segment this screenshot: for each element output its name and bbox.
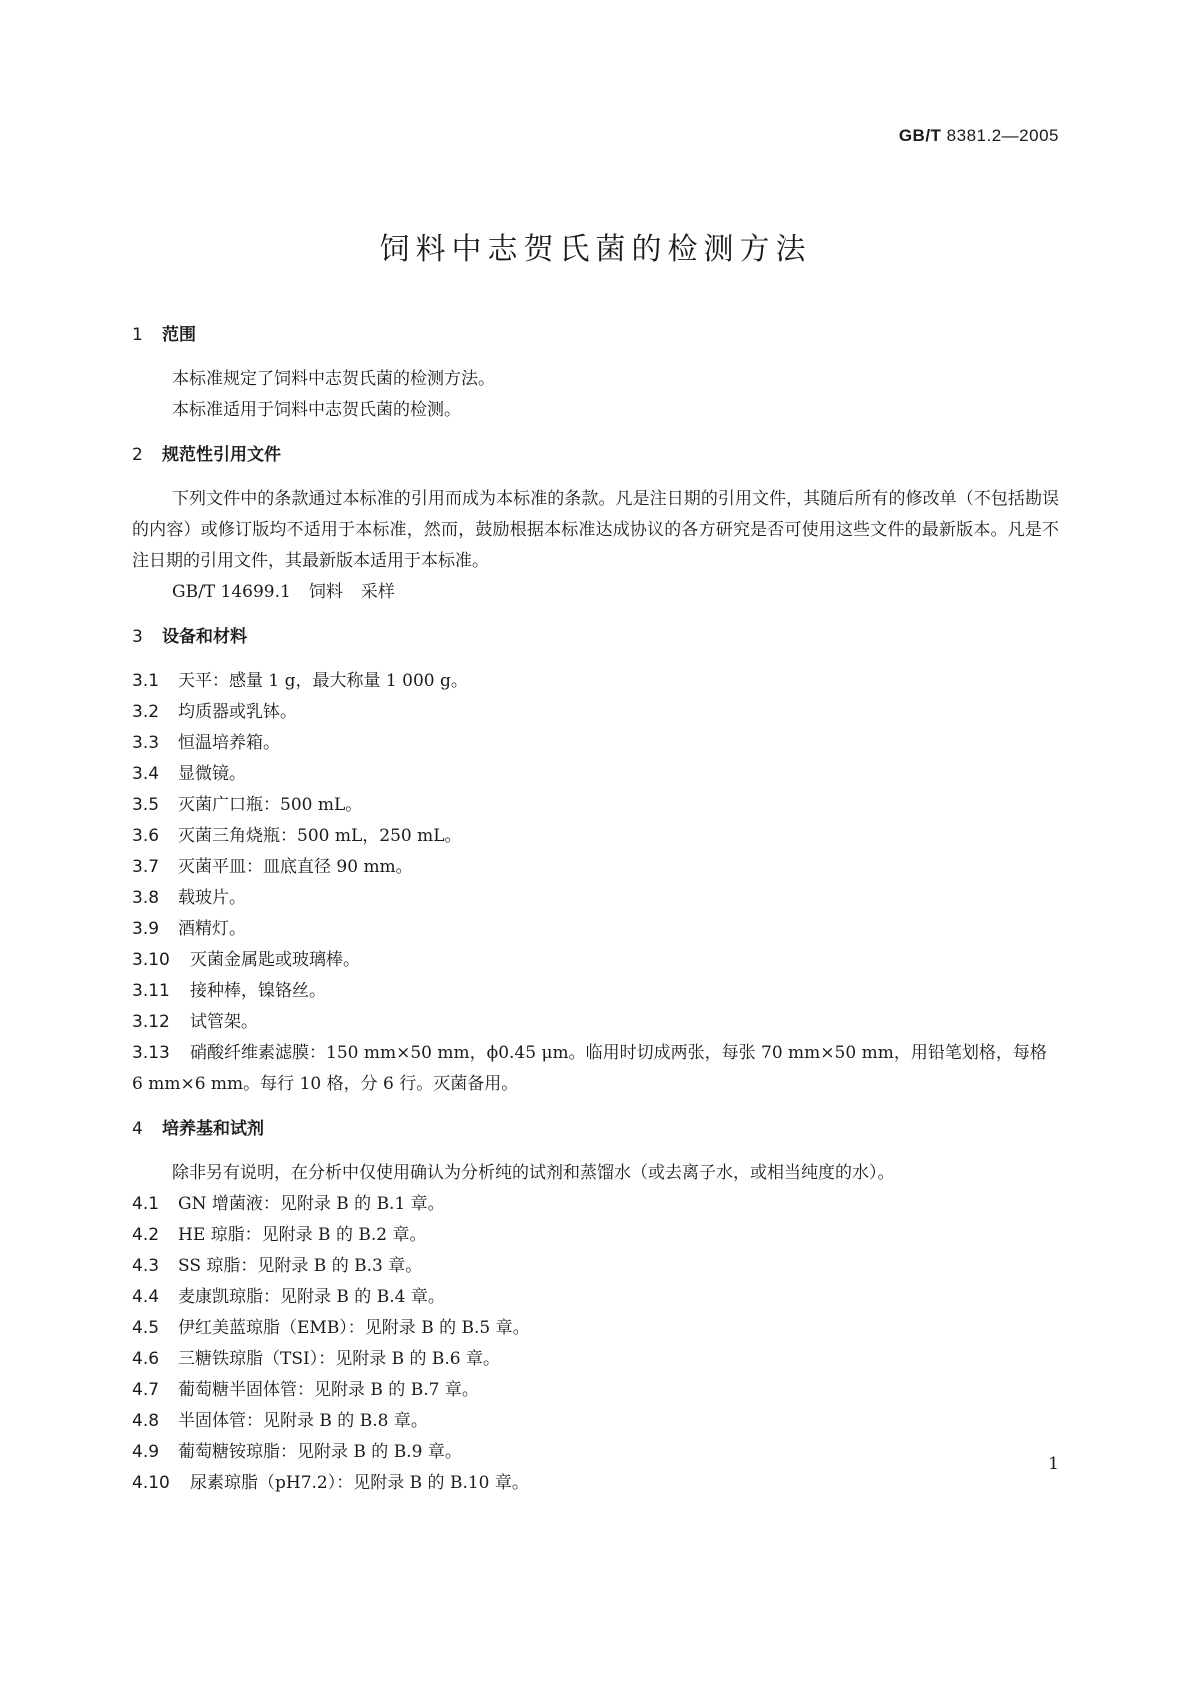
- list-item: [132, 666, 1059, 697]
- item-text: 接种棒，镍铬丝。: [190, 981, 326, 1001]
- list-item: [132, 1220, 1059, 1251]
- reference-title-a: 饲料: [308, 582, 343, 602]
- document-body: [132, 320, 1059, 1513]
- section-title: 范围: [162, 325, 196, 345]
- item-number: 3.7: [132, 857, 160, 877]
- item-number: 3.13: [132, 1043, 170, 1063]
- list-item: [132, 1375, 1059, 1406]
- list-item: [132, 759, 1059, 790]
- paragraph: 本标准规定了饲料中志贺氏菌的检测方法。: [172, 369, 495, 389]
- list-item: [132, 976, 1059, 1007]
- standard-code: [899, 126, 1059, 146]
- item-text: GN 增菌液：见附录 B 的 B.1 章。: [178, 1194, 445, 1214]
- section-1-heading: [132, 320, 1059, 350]
- item-number: 3.6: [132, 826, 160, 846]
- section-number: 3: [132, 627, 143, 647]
- paragraph: 除非另有说明，在分析中仅使用确认为分析纯的试剂和蒸馏水（或去离子水，或相当纯度的水）。: [172, 1163, 895, 1183]
- list-item: [132, 1313, 1059, 1344]
- item-number: 3.12: [132, 1012, 170, 1032]
- page-number: 1: [1048, 1454, 1059, 1474]
- reference-title-b: 采样: [360, 582, 395, 602]
- list-item: [132, 821, 1059, 852]
- item-text: 灭菌三角烧瓶：500 mL，250 mL。: [178, 826, 462, 846]
- section-2-heading: [132, 440, 1059, 470]
- list-item: [132, 914, 1059, 945]
- document-title: 饲料中志贺氏菌的检测方法: [379, 232, 812, 267]
- item-number: 3.10: [132, 950, 170, 970]
- section-4-heading: [132, 1114, 1059, 1144]
- item-number: 4.7: [132, 1380, 160, 1400]
- normative-reference: [132, 577, 1059, 608]
- list-item: [132, 1189, 1059, 1220]
- item-text: 酒精灯。: [178, 919, 246, 939]
- item-number: 4.3: [132, 1256, 160, 1276]
- list-item: [132, 1468, 1059, 1499]
- paragraph: 本标准适用于饲料中志贺氏菌的检测。: [172, 400, 461, 420]
- item-number: 3.5: [132, 795, 160, 815]
- item-text: 麦康凯琼脂：见附录 B 的 B.4 章。: [178, 1287, 445, 1307]
- item-number: 4.5: [132, 1318, 160, 1338]
- reference-code: GB/T 14699.1: [172, 582, 291, 602]
- list-item: [132, 790, 1059, 821]
- list-item: [132, 883, 1059, 914]
- section-title: 设备和材料: [162, 627, 247, 647]
- section-number: 1: [132, 325, 143, 345]
- item-text: 灭菌平皿：皿底直径 90 mm。: [178, 857, 413, 877]
- item-text: 半固体管：见附录 B 的 B.8 章。: [178, 1411, 428, 1431]
- standard-code-prefix: GB/T: [898, 126, 942, 145]
- item-text: 伊红美蓝琼脂（EMB）：见附录 B 的 B.5 章。: [178, 1318, 530, 1338]
- list-item: [132, 1406, 1059, 1437]
- item-text: 三糖铁琼脂（TSI）：见附录 B 的 B.6 章。: [178, 1349, 501, 1369]
- item-number: 4.1: [132, 1194, 160, 1214]
- item-text: HE 琼脂：见附录 B 的 B.2 章。: [178, 1225, 427, 1245]
- section-number: 2: [132, 445, 143, 465]
- item-text: 硝酸纤维素滤膜：150 mm×50 mm，ϕ0.45 μm。临用时切成两张，每张 70 mm×50 mm，用铅笔划格，每格 6 mm×6 mm。每行 10 格，分 6 行。灭菌备用。: [132, 1043, 1047, 1094]
- item-number: 4.10: [132, 1473, 170, 1493]
- section-number: 4: [132, 1119, 143, 1139]
- item-number: 3.2: [132, 702, 160, 722]
- item-text: 显微镜。: [178, 764, 246, 784]
- item-text: 葡萄糖半固体管：见附录 B 的 B.7 章。: [178, 1380, 479, 1400]
- item-number: 4.9: [132, 1442, 160, 1462]
- item-number: 3.9: [132, 919, 160, 939]
- item-text: 尿素琼脂（pH7.2）：见附录 B 的 B.10 章。: [190, 1473, 529, 1493]
- list-item: [132, 1282, 1059, 1313]
- list-item: [132, 852, 1059, 883]
- item-number: 4.8: [132, 1411, 160, 1431]
- list-item: [132, 728, 1059, 759]
- section-3-heading: [132, 622, 1059, 652]
- item-text: 天平：感量 1 g，最大称量 1 000 g。: [178, 671, 468, 691]
- item-number: 4.6: [132, 1349, 160, 1369]
- item-text: 恒温培养箱。: [178, 733, 280, 753]
- list-item: [132, 1251, 1059, 1282]
- item-number: 3.11: [132, 981, 170, 1001]
- list-item: [132, 1437, 1059, 1468]
- list-item: [132, 945, 1059, 976]
- item-number: 4.2: [132, 1225, 160, 1245]
- list-item: [132, 1007, 1059, 1038]
- standard-code-number: 8381.2—2005: [946, 126, 1059, 145]
- list-item: [132, 1038, 1059, 1100]
- paragraph: 下列文件中的条款通过本标准的引用而成为本标准的条款。凡是注日期的引用文件，其随后所有的修改单（不包括勘误的内容）或修订版均不适用于本标准，然而，鼓励根据本标准达成协议的各方研究是否可使用这些文件的最新版本。凡是不注日期的引用文件，其最新版本适用于本标准。: [132, 489, 1059, 571]
- item-number: 3.1: [132, 671, 160, 691]
- item-number: 3.3: [132, 733, 160, 753]
- section-title: 规范性引用文件: [162, 445, 281, 465]
- item-number: 3.8: [132, 888, 160, 908]
- item-text: SS 琼脂：见附录 B 的 B.3 章。: [178, 1256, 423, 1276]
- item-text: 灭菌金属匙或玻璃棒。: [190, 950, 360, 970]
- item-text: 试管架。: [190, 1012, 258, 1032]
- item-text: 载玻片。: [178, 888, 246, 908]
- item-text: 葡萄糖铵琼脂：见附录 B 的 B.9 章。: [178, 1442, 462, 1462]
- section-title: 培养基和试剂: [162, 1119, 264, 1139]
- item-text: 均质器或乳钵。: [178, 702, 297, 722]
- list-item: [132, 697, 1059, 728]
- item-number: 4.4: [132, 1287, 160, 1307]
- list-item: [132, 1344, 1059, 1375]
- item-number: 3.4: [132, 764, 160, 784]
- item-text: 灭菌广口瓶：500 mL。: [178, 795, 363, 815]
